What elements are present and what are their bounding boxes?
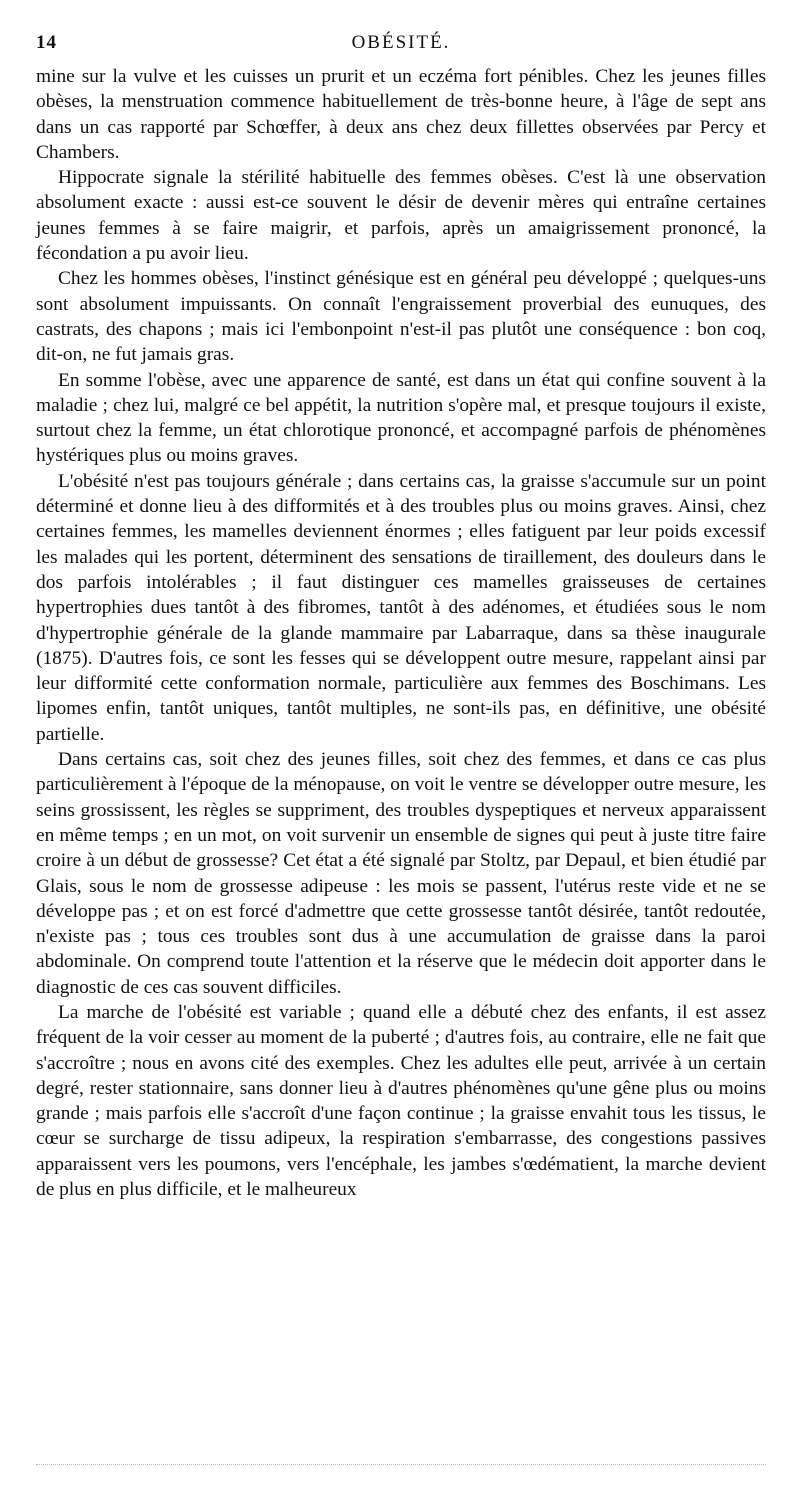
- page-number: 14: [36, 32, 57, 53]
- running-head: [36, 26, 766, 56]
- paragraph-adipose-pregnancy: Dans certains cas, soit chez des jeunes filles, soit chez des femmes, et dans ce cas plus particulièrement à l'époque de la ménopause, on voit le ventre se développer outre mesure, les seins grossissent, les règles se suppriment, des troubles dyspeptiques et nerveux apparaissent en même temps ; en un mot, on voit survenir un ensemble de signes qui peut à juste titre faire croire à un début de grossesse? Cet état a été signalé par Stoltz, par Depaul, et bien étudié par Glais, sous le nom de grossesse adipeuse : les mois se passent, l'utérus reste vide et ne se développe pas ; et on est forcé d'admettre que cette grossesse tantôt désirée, tantôt redoutée, n'existe pas ; tous ces troubles sont dus à une accumulation de graisse dans la paroi abdominale. On comprend toute l'attention et la réserve que le médecin doit apporter dans le diagnostic de ces cas souvent difficiles.: [36, 749, 766, 998]
- paragraph-continued: mine sur la vulve et les cuisses un prurit et un eczéma fort pénibles. Chez les jeunes filles obèses, la menstruation commence habituellement de très-bonne heure, à l'âge de sept ans dans un cas rapporté par Schœffer, à deux ans chez deux fillettes observées par Percy et Chambers.: [36, 66, 766, 163]
- paragraph-partial-obesity: L'obésité n'est pas toujours générale ; dans certains cas, la graisse s'accumule sur un point déterminé et donne lieu à des difformités et à des troubles plus ou moins graves. Ainsi, chez certaines femmes, les mamelles deviennent énormes ; elles fatiguent par leur poids excessif les malades qui les portent, déterminent des sensations de tiraillement, des douleurs dans le dos parfois intolérables ; il faut distinguer ces mamelles graisseuses de certaines hypertrophies dues tantôt à des fibromes, tantôt à des adénomes, et étudiées sous le nom d'hypertrophie générale de la glande mammaire par Labarraque, dans sa thèse inaugurale (1875). D'autres fois, ce sont les fesses qui se développent outre mesure, rappelant ainsi par leur difformité cette conformation normale, particulière aux femmes des Boschimans. Les lipomes enfin, tantôt uniques, tantôt multiples, ne sont-ils pas, en définitive, une obésité partielle.: [36, 470, 766, 745]
- body-text: [36, 64, 766, 1202]
- paragraph-summary: En somme l'obèse, avec une apparence de santé, est dans un état qui confine souvent à la maladie ; chez lui, malgré ce bel appétit, la nutrition s'opère mal, et presque toujours il existe, surtout chez la femme, un état chlorotique prononcé, et accompagné parfois de phénomènes hystériques plus ou moins graves.: [36, 369, 766, 467]
- paragraph-course: La marche de l'obésité est variable ; quand elle a débuté chez des enfants, il est assez fréquent de la voir cesser au moment de la puberté ; d'autres fois, au contraire, elle ne fait que s'accroître ; nous en avons cité des exemples. Chez les adultes elle peut, arrivée à un certain degré, rester stationnaire, sans donner lieu à d'autres phénomènes qu'une gêne plus ou moins grande ; mais parfois elle s'accroît d'une façon continue ; la graisse envahit tous les tissus, le cœur se surcharge de tissu adipeux, la respiration s'embarrasse, des congestions passives apparaissent vers les poumons, vers l'encéphale, les jambes s'œdématient, la marche devient de plus en plus difficile, et le malheureux: [36, 1001, 766, 1201]
- paragraph-sterility: Hippocrate signale la stérilité habituelle des femmes obèses. C'est là une observation absolument exacte : aussi est-ce souvent le désir de devenir mères qui entraîne certaines jeunes femmes à se faire maigrir, et parfois, après un amaigrissement prononcé, la fécondation a pu avoir lieu.: [36, 167, 766, 265]
- footer-rule: [36, 1464, 766, 1465]
- paragraph-men: Chez les hommes obèses, l'instinct génésique est en général peu développé ; quelques-uns sont absolument impuissants. On connaît l'engraissement proverbial des eunuques, des castrats, des chapons ; mais ici l'embonpoint n'est-il pas plutôt une conséquence : bon coq, dit-on, ne fut jamais gras.: [36, 268, 766, 366]
- running-title: OBÉSITÉ.: [351, 32, 451, 53]
- book-page: [36, 26, 766, 1202]
